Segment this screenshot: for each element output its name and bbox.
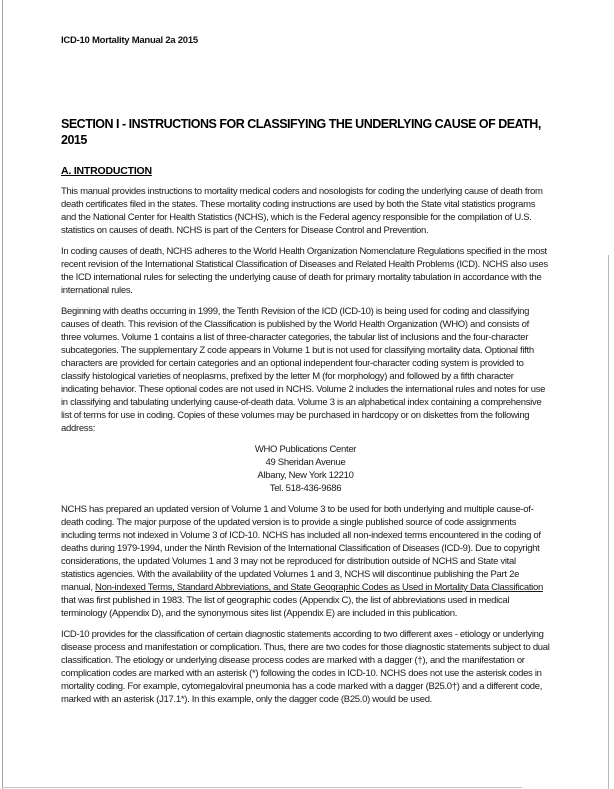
address-line-phone: Tel. 518-436-9686 (269, 483, 342, 494)
paragraph-updated-volumes (61, 503, 550, 620)
paragraph-icd10-volumes: Beginning with deaths occurring in 1999, the Tenth Revision of the ICD (ICD-10) is being used for coding and classifying causes of death. This revision of the Classification is published by the World Health Organization (WHO) and consists of three volumes. Volume 1 contains a list of three-character categories, the tabular list of inclusions and the four-character subcategories. The supplementary Z code appears in Volume 1 but is not used for classifying mortality data. Optional fifth characters are provided for certain categories and an optional independent four-character coding system is provided to classify histological varieties of neoplasms, prefixed by the letter M (for morphology) and followed by a fifth character indicating behavior. These optional codes are not used in NCHS. Volume 2 includes the international rules and notes for use in classifying and tabulating underlying cause-of-death data. Volume 3 is an alphabetical index containing a comprehensive list of terms for use in coding. Copies of these volumes may be purchased in hardcopy or on diskettes from the following address: (61, 306, 546, 434)
underlined-publication-title: Non-indexed Terms, Standard Abbreviations, and State Geographic Codes as Used in Mortality Data Classification (95, 582, 543, 593)
paragraph-updated-volumes-text: NCHS has prepared an updated version of Volume 1 and Volume 3 to be used for both underlying and multiple cause-of-death coding. The major purpose of the updated version is to provide a single published source of code assignments including terms not indexed in Volume 3 of ICD-10. NCHS has included all non-indexed terms encountered in the coding of deaths during 1979-1994, under the Ninth Revision of the International Classification of Diseases (ICD-9). Due to copyright considerations, the updated Volumes 1 and 3 may not be reproduced for distribution outside of NCHS and State vital statistics agencies. With the availability of the updated Volumes 1 and 3, NCHS will discontinue publishing the Part 2e manual, (61, 504, 541, 593)
paragraph-manual-purpose: This manual provides instructions to mortality medical coders and nosologists for coding the underlying cause of death from death certificates filed in the states. These mortality coding instructions are used by both the State vital statistics programs and the National Center for Health Statistics (NCHS), which is the Federal agency responsible for the compilation of U.S. statistics on causes of death. NCHS is part of the Centers for Disease Control and Prevention. (61, 186, 543, 236)
page-edge-left (2, 0, 3, 789)
paragraph-dagger-asterisk: ICD-10 provides for the classification of certain diagnostic statements according to two different axes - etiology or underlying disease process and manifestation or complication. Thus, there are two codes for those diagnostic statements subject to dual classification. The etiology or underlying disease process codes are marked with a dagger (†), and the manifestation or complication codes are marked with an asterisk (*) following the codes in ICD-10. NCHS does not use the asterisk codes in mortality coding. For example, cytomegaloviral pneumonia has a code marked with a dagger (B25.0†) and a different code, marked with an asterisk (J17.1*). In this example, only the dagger code (B25.0) would be used. (61, 629, 550, 705)
section-title: SECTION I - INSTRUCTIONS FOR CLASSIFYING THE UNDERLYING CAUSE OF DEATH, 2015 (61, 117, 541, 147)
address-line-street: 49 Sheridan Avenue (265, 457, 346, 468)
page-edge-bottom (2, 787, 522, 788)
address-line-city: Albany, New York 12210 (257, 470, 354, 481)
paragraph-who-nomenclature: In coding causes of death, NCHS adheres to the World Health Organization Nomenclature Regulations specified in the most recent revision of the International Statistical Classification of Diseases and Related Health Problems (ICD). NCHS also uses the ICD international rules for selecting the underlying cause of death for primary mortality tabulation in accordance with the international rules. (61, 246, 548, 296)
address-block (61, 443, 550, 495)
paragraph-updated-volumes-text-cont: that was first published in 1983. The list of geographic codes (Appendix C), the list of abbreviations used in medical terminology (Appendix D), and the synonymous sites list (Appendix E) are included in this publication. (61, 595, 510, 619)
page-content (61, 34, 550, 782)
intro-heading: A. INTRODUCTION (61, 165, 152, 177)
address-line-organization: WHO Publications Center (254, 444, 357, 455)
document-header: ICD-10 Mortality Manual 2a 2015 (61, 35, 198, 46)
page-edge-right (608, 255, 609, 789)
